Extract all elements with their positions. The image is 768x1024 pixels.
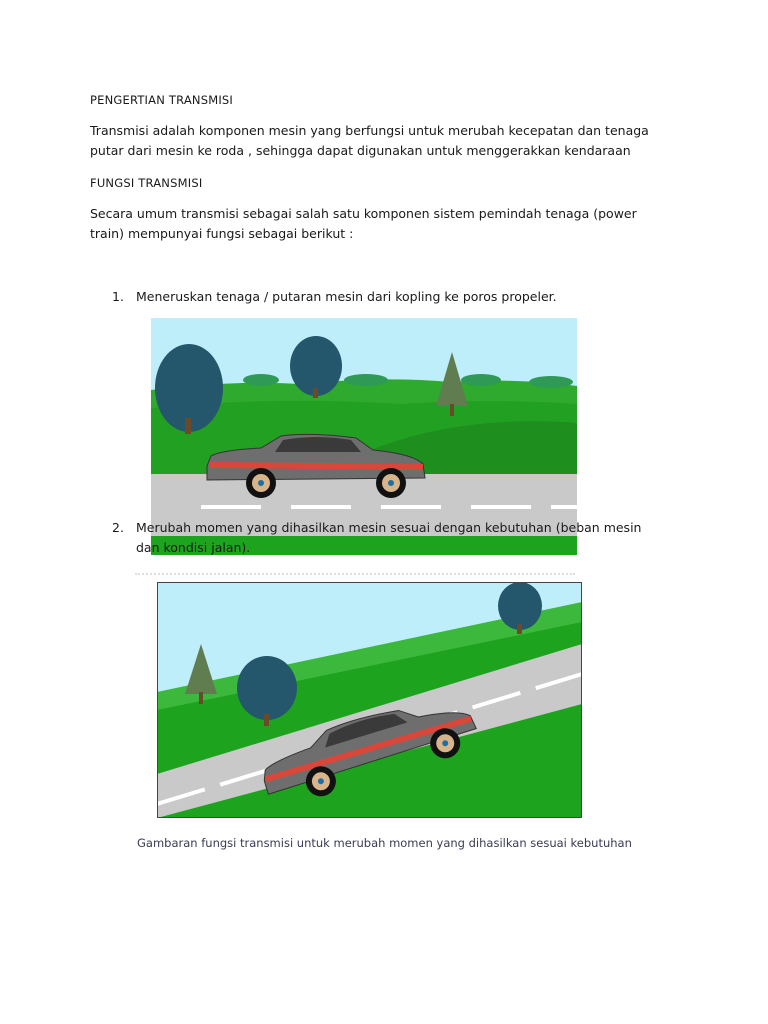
paragraph-pengertian: Transmisi adalah komponen mesin yang berfungsi untuk merubah kecepatan dan tenaga putar dari mesin ke roda , sehingga dapat digunakan untuk menggerakkan kendaraan bbox=[90, 123, 649, 158]
figure-caption: Gambaran fungsi transmisi untuk merubah momen yang dihasilkan sesuai kebutuhan bbox=[137, 836, 632, 850]
list-item-1-text: Meneruskan tenaga / putaran mesin dari kopling ke poros propeler. bbox=[136, 289, 557, 304]
list-item-2-text: Merubah momen yang dihasilkan mesin sesuai dengan kebutuhan (beban mesin dan kondisi jalan). bbox=[136, 520, 642, 555]
list-item-2-number: 2. bbox=[112, 520, 124, 535]
faint-text-line bbox=[135, 573, 575, 581]
heading-fungsi: FUNGSI TRANSMISI bbox=[90, 176, 203, 190]
figure-car-uphill-road bbox=[157, 582, 582, 818]
paragraph-fungsi: Secara umum transmisi sebagai salah satu komponen sistem pemindah tenaga (power train) mempunyai fungsi sebagai berikut : bbox=[90, 206, 637, 241]
list-item-1-number: 1. bbox=[112, 289, 124, 304]
heading-pengertian: PENGERTIAN TRANSMISI bbox=[90, 93, 233, 107]
